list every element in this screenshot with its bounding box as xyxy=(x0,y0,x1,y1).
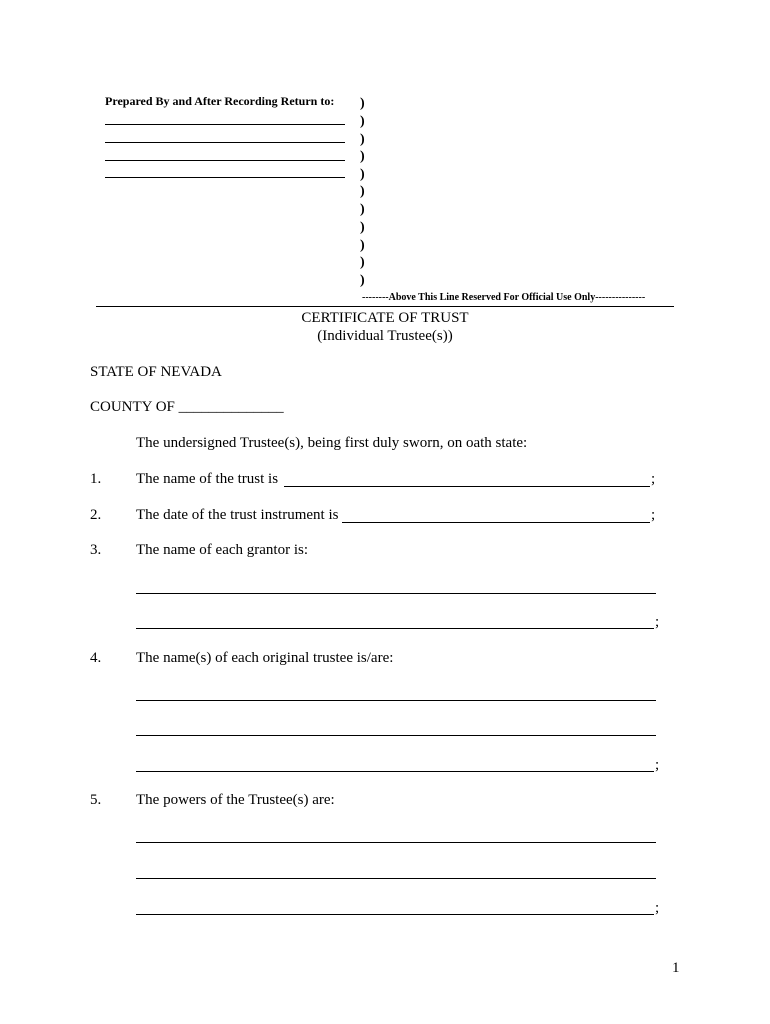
trust-name-field[interactable] xyxy=(284,486,650,487)
original-trustee-line-1[interactable] xyxy=(136,700,656,701)
grantor-line-1[interactable] xyxy=(136,593,656,594)
bracket-paren: ) xyxy=(360,202,365,217)
bracket-paren: ) xyxy=(360,114,365,129)
bracket-paren: ) xyxy=(360,220,365,235)
prepared-by-label: Prepared By and After Recording Return to: xyxy=(105,94,335,108)
bracket-paren: ) xyxy=(360,149,365,164)
state-line: STATE OF NEVADA xyxy=(90,364,222,380)
official-use-divider xyxy=(96,306,674,307)
document-subtitle: (Individual Trustee(s)) xyxy=(317,328,453,344)
bracket-paren: ) xyxy=(360,96,365,111)
trustee-powers-line-1[interactable] xyxy=(136,842,656,843)
item-number: 5. xyxy=(90,792,102,808)
bracket-paren: ) xyxy=(360,167,365,182)
return-address-line-2[interactable] xyxy=(105,142,345,143)
item-1-text: The name of the trust is xyxy=(136,471,279,487)
trustee-powers-line-2[interactable] xyxy=(136,878,656,879)
semicolon: ; xyxy=(651,507,656,523)
item-number: 1. xyxy=(90,471,102,487)
item-5-text: The powers of the Trustee(s) are: xyxy=(136,792,335,808)
item-number: 2. xyxy=(90,507,102,523)
county-line[interactable]: COUNTY OF ______________ xyxy=(90,399,284,415)
document-title: CERTIFICATE OF TRUST xyxy=(301,310,469,326)
trust-date-field[interactable] xyxy=(342,522,650,523)
page-number: 1 xyxy=(672,960,680,976)
bracket-paren: ) xyxy=(360,238,365,253)
bracket-paren: ) xyxy=(360,132,365,147)
official-use-notice: --------Above This Line Reserved For Official Use Only--------------- xyxy=(362,292,646,303)
original-trustee-line-3[interactable] xyxy=(136,771,654,772)
bracket-paren: ) xyxy=(360,255,365,270)
bracket-paren: ) xyxy=(360,273,365,288)
item-number: 4. xyxy=(90,650,102,666)
oath-statement: The undersigned Trustee(s), being first duly sworn, on oath state: xyxy=(136,435,528,451)
return-address-line-3[interactable] xyxy=(105,160,345,161)
semicolon: ; xyxy=(651,471,656,487)
bracket-paren: ) xyxy=(360,184,365,199)
semicolon: ; xyxy=(655,614,660,630)
return-address-line-1[interactable] xyxy=(105,124,345,125)
item-number: 3. xyxy=(90,542,102,558)
item-4-text: The name(s) of each original trustee is/are: xyxy=(136,650,394,666)
return-address-line-4[interactable] xyxy=(105,177,345,178)
grantor-line-2[interactable] xyxy=(136,628,654,629)
semicolon: ; xyxy=(655,900,660,916)
original-trustee-line-2[interactable] xyxy=(136,735,656,736)
item-2-text: The date of the trust instrument is xyxy=(136,507,339,523)
item-3-text: The name of each grantor is: xyxy=(136,542,309,558)
semicolon: ; xyxy=(655,757,660,773)
trustee-powers-line-3[interactable] xyxy=(136,914,654,915)
